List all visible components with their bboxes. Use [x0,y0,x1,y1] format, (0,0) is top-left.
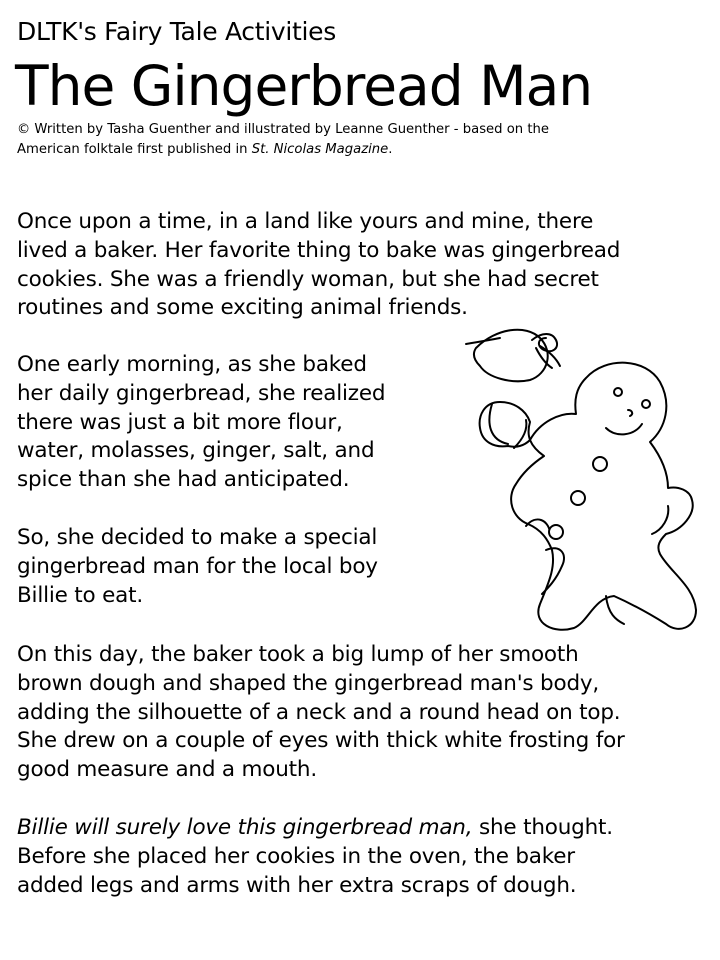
story-line: Billie to eat. [17,582,143,608]
button [549,525,563,539]
story-line: added legs and arms with her extra scraps of dough. [17,872,577,898]
story-paragraph-5 [17,814,613,900]
page-title: The Gingerbread Man [15,54,593,118]
story-line: lived a baker. Her favorite thing to bake was gingerbread [17,237,621,263]
story-line: So, she decided to make a special [17,525,378,550]
credit-text [17,120,707,160]
story-line: Once upon a time, in a land like yours and mine, there [17,209,594,234]
story-line: her daily gingerbread, she realized [17,380,386,406]
story-line: brown dough and shaped the gingerbread man's body, [17,670,600,696]
story-paragraph-3 [17,524,378,610]
story-text-segment: she thought. [472,815,613,840]
credit-line [17,140,707,160]
story-line: cookies. She was a friendly woman, but she had secret [17,266,599,292]
story-line: One early morning, as she baked [17,352,367,377]
series-heading: DLTK's Fairy Tale Activities [17,17,336,46]
story-line: adding the silhouette of a neck and a round head on top. [17,699,621,725]
story-paragraph-2 [17,351,385,495]
credit-line: © Written by Tasha Guenther and illustrated by Leanne Guenther - based on the [17,122,549,137]
story-line: routines and some exciting animal friends. [17,295,468,321]
story-paragraph-4 [17,641,625,785]
left-eye [614,388,622,396]
story-line: She drew on a couple of eyes with thick white frosting for [17,728,625,754]
gingerbread-man-drawing [456,318,706,638]
story-paragraph-1 [17,208,620,323]
story-line: gingerbread man for the local boy [17,553,378,579]
gingerbread-man-with-bundle-icon [456,318,706,638]
italic-thought: Billie will surely love this gingerbread man, [17,815,473,840]
gingerbread-body [480,363,696,630]
credit-text-segment: . [388,142,393,157]
story-line: good measure and a mouth. [17,757,317,783]
story-line: On this day, the baker took a big lump of her smooth [17,642,579,667]
story-line: Before she placed her cookies in the oven, the baker [17,843,575,869]
story-line [17,814,613,843]
button [571,491,585,505]
button [593,457,607,471]
story-line: there was just a bit more flour, [17,409,343,435]
story-line: water, molasses, ginger, salt, and [17,438,375,464]
right-eye [642,400,650,408]
credit-text-segment: American folktale first published in [17,142,252,157]
magazine-title: St. Nicolas Magazine [251,142,389,157]
story-line: spice than she had anticipated. [17,467,350,493]
